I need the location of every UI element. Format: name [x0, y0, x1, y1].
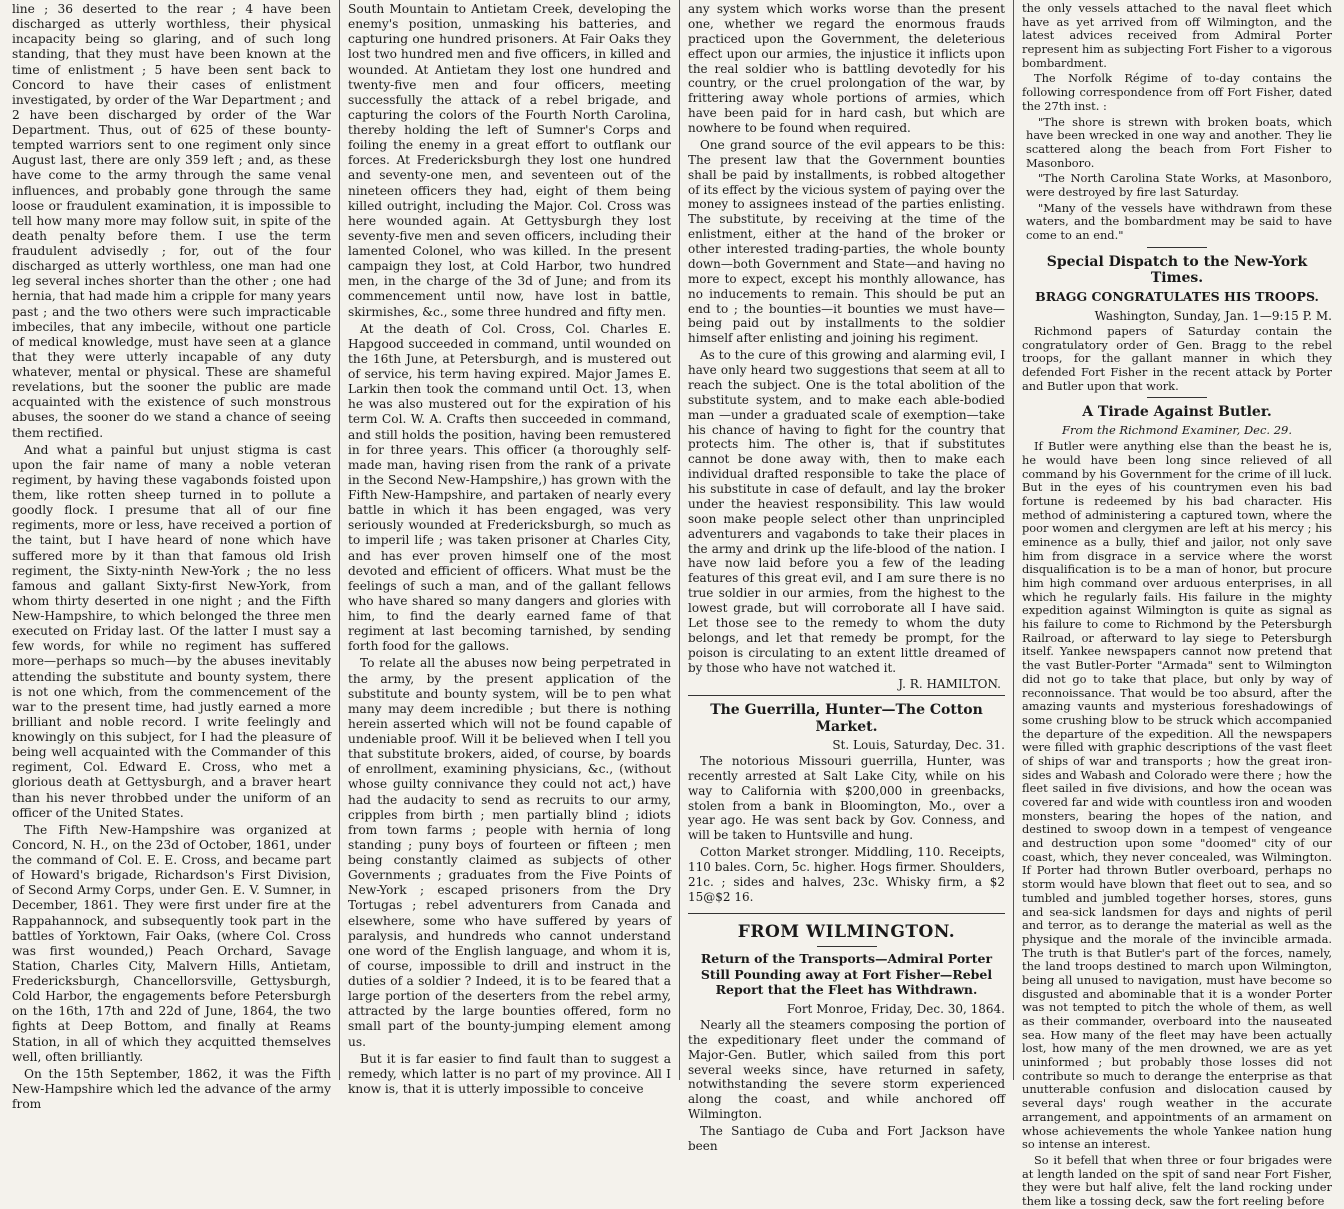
column-2: [340, 0, 680, 1096]
article-headline: A Tirade Against Butler.: [1082, 404, 1272, 421]
paragraph: Nearly all the steamers composing the portion of the expeditionary fleet under the command of Major-Gen. Butler, which sailed from this port several weeks since, have returned in safety, notwithstanding the severe storm experienced along the coast, and while anchored off Wilmington.: [688, 1017, 1005, 1122]
paragraph: Cotton Market stronger. Middling, 110. Receipts, 110 bales. Corn, 5c. higher. Hogs firmer. Shoulders, 21c. ; sides and halves, 23c. Whisky firm, a $2 15@$2 16.: [688, 845, 1005, 904]
paragraph: On the 15th September, 1862, it was the Fifth New-Hampshire which led the advance of the army from: [12, 1066, 331, 1111]
article-subhead: BRAGG CONGRATULATES HIS TROOPS.: [1035, 289, 1319, 305]
column-1: [4, 0, 340, 1111]
article-headline: The Guerrilla, Hunter—The Cotton Market.: [710, 702, 983, 736]
paragraph: The Norfolk Régime of to-day contains the following correspondence from off Fort Fisher, dated the 27th inst. :: [1022, 71, 1332, 113]
paragraph: One grand source of the evil appears to be this: The present law that the Government bounties shall be paid by installments, is robbed altogether of its effect by the vicious system of paying over the money to assignees instead of the parties enlisting. The substitute, by receiving at the time of the enlistment, either at the hand of the broker or other interested trading-parties, the whole bounty down—both Government and State—and having no more to expect, except his monthly allowance, has no inducements to remain. This should be put an end to ; the bounties—it bounties we must have—being paid out by installments to the soldier himself after enlisting and joining his regiment.: [688, 137, 1005, 346]
paragraph: line ; 36 deserted to the rear ; 4 have been discharged as utterly worthless, their physical incapacity being so glaring, and of such long standing, that they must have been known at the time of enlistment ; 5 have been sent back to Concord to have their cases of enlistment investigated, by order of the War Department ; and 2 have been discharged by order of the War Department. Thus, out of 625 of these bounty-tempted warriors sent to one regiment only since August last, there are only 359 left ; and, as these have come to the army through the same venal influences, and probably gone through the same loose or fraudulent examination, it is impossible to tell how many more may follow suit, in spite of the death penalty before them. I use the term fraudulent advisedly ; for, out of the four discharged as utterly worthless, one man had one leg several inches shorter than the other ; one had hernia, that had made him a cripple for many years past ; and the two others were such impracticable imbeciles, that any imbecile, without one particle of medical knowledge, must have seen at a glance that they were utterly incapable of any duty whatever, mental or physical. These are shameful revelations, but the sooner the public are made acquainted with the existence of such monstrous abuses, the sooner do we stand a chance of seeing them rectified.: [12, 2, 331, 440]
article-source: From the Richmond Examiner, Dec. 29.: [1061, 423, 1293, 438]
divider: [688, 695, 1005, 696]
article-dateline: Fort Monroe, Friday, Dec. 30, 1864.: [786, 1001, 1005, 1016]
paragraph: So it befell that when three or four brigades were at length landed on the spit of sand near Fort Fisher, they were but half alive, felt the land rocking under them like a tossing deck, saw the fort reeling before: [1022, 1152, 1332, 1208]
paragraph: any system which works worse than the present one, whether we regard the enormous frauds practiced upon the Government, the deleterious effect upon our armies, the injustice it inflicts upon the real soldier who is battling devotedly for his country, or the cruel prolongation of the war, by frittering away whole portions of armies, which have been paid for in hard cash, but which are nowhere to be found when required.: [688, 2, 1005, 135]
paragraph: At the death of Col. Cross, Col. Charles E. Hapgood succeeded in command, until wounded on the 16th June, at Petersburgh, and is mustered out of service, his term having expired. Major James E. Larkin then took the command until Oct. 13, when he was also mustered out for the expiration of his term Col. W. A. Crafts then succeeded in command, and still holds the position, having been remustered in for three years. This officer (a thoroughly self-made man, having risen from the rank of a private in the Second New-Hampshire,) has grown with the Fifth New-Hampshire, and partaken of nearly every battle in which it has been engaged, was very seriously wounded at Fredericksburgh, so much as to imperil life ; was taken prisoner at Charles City, and has ever proven himself one of the most devoted and efficient of officers. What must be the feelings of such a man, and of the gallant fellows who have shared so many dangers and glories with him, to find the dearly earned fame of that regiment at last becoming tarnished, by sending forth food for the gallows.: [348, 321, 671, 654]
paragraph: the only vessels attached to the naval fleet which have as yet arrived from off Wilmington, and the latest advices received from Admiral Porter represent him as subjecting Fort Fisher to a vigorous bombardment.: [1022, 1, 1332, 70]
article-headline: FROM WILMINGTON.: [688, 913, 1005, 942]
paragraph: And what a painful but unjust stigma is cast upon the fair name of many a noble veteran regiment, by having these vagabonds foisted upon them, like rotten sheep turned in to pollute a goodly flock. I presume that all of our fine regiments, more or less, have received a portion of the taint, but I have heard of none which have suffered more by it than that famous old Irish regiment, the Sixty-ninth New-York ; the no less famous and gallant Sixty-first New-York, from whom thirty deserted in one night ; and the Fifth New-Hampshire, to which belonged the three men executed on Friday last. Of the latter I must say a few words, for while no regiment has suffered more—perhaps so much—by the abuses inevitably attending the substitute and bounty system, there is not one which, from the commencement of the war to the present time, had justly earned a more brilliant and noble record. I write feelingly and knowingly on this subject, for I had the pleasure of being well acquainted with the Commander of this regiment, Col. Edward E. Cross, who met a glorious death at Gettysburgh, and a braver heart than his never throbbed under the uniform of an officer of the United States.: [12, 442, 331, 820]
signature: J. R. HAMILTON.: [898, 677, 1001, 692]
paragraph: South Mountain to Antietam Creek, developing the enemy's position, unmasking his batteries, and capturing one hundred prisoners. At Fair Oaks they lost two hundred men and five officers, in killed and wounded. At Antietam they lost one hundred and twenty-five men and four officers, meeting successfully the attack of a rebel brigade, and capturing the colors of the Fourth North Carolina, thereby holding the left of Sumner's Corps and foiling the enemy in a great effort to outflank our forces. At Fredericksburgh they lost one hundred and seventy-one men, and seventeen out of the nineteen officers they had, eight of them being killed outright, including the Major. Col. Cross was here wounded again. At Gettysburgh they lost seventy-five men and seven officers, including their lamented Colonel, who was killed. In the present campaign they lost, at Cold Harbor, two hundred men, in the charge of the 3d of June; and from its commencement until now, have lost in battle, skirmishes, &c., some three hundred and fifty men.: [348, 2, 671, 319]
paragraph: The Santiago de Cuba and Fort Jackson have been: [688, 1124, 1005, 1153]
paragraph: As to the cure of this growing and alarming evil, I have only heard two suggestions that seem at all to reach the subject. One is the total abolition of the substitute system, and to make each able-bodied man —under a graduated scale of exemption—take his chance of having to fight for the country that protects him. The other is, that if substitutes cannot be done away with, then to make each individual drafted responsible to take the place of his substitute in case of default, and lay the broker under the heaviest responsibility. This law would soon make people select other than unprincipled adventurers and vagabonds to take their places in the army and drink up the life-blood of the nation. I have now laid before you a few of the leading features of this great evil, and I am sure there is no true soldier in our armies, from the highest to the lowest grade, but will corroborate all I have said. Let those see to the remedy to whom the duty belongs, and let that remedy be prompt, for the poison is circulating to an extent little dreamed of by those who have not watched it.: [688, 348, 1005, 675]
divider: [817, 946, 877, 947]
paragraph: But it is far easier to find fault than to suggest a remedy, which latter is no part of my province. All I know is, that it is utterly impossible to conceive: [348, 1051, 671, 1096]
divider: [1147, 397, 1207, 398]
paragraph: Richmond papers of Saturday contain the congratulatory order of Gen. Bragg to the rebel troops, for the gallant manner in which they defended Fort Fisher in the recent attack by Porter and Butler upon that work.: [1022, 323, 1332, 393]
quote-paragraph: "The shore is strewn with broken boats, which have been wrecked in one way and another. They lie scattered along the beach from Fort Fisher to Masonboro.: [1026, 114, 1332, 170]
column-4: [1014, 0, 1340, 1208]
quote-paragraph: "Many of the vessels have withdrawn from these waters, and the bombardment may be said to have come to an end.": [1026, 200, 1332, 242]
paragraph: To relate all the abuses now being perpetrated in the army, by the present application of the substitute and bounty system, will be to pen what many may deem incredible ; but there is nothing herein asserted which will not be found capable of undeniable proof. Will it be believed when I tell you that substitute brokers, aided, of course, by boards of enrollment, examining physicians, &c., (without whose guilty connivance they could not act,) have had the audacity to send as recruits to our army, cripples from birth ; men partially blind ; idiots from town farms ; people with hernia of long standing ; puny boys of fourteen or fifteen ; men being constantly claimed as subjects of other Governments ; graduates from the Five Points of New-York ; escaped prisoners from the Dry Tortugas ; rebel adventurers from Canada and elsewhere, some who have suffered by years of paralysis, and hundreds who cannot understand one word of the English language, and whom it is, of course, impossible to drill and instruct in the duties of a soldier ? Indeed, it is to be feared that a large portion of the deserters from the rebel army, attracted by the large bounties offered, form no small part of the bounty-jumping element among us.: [348, 656, 671, 1049]
paragraph: The Fifth New-Hampshire was organized at Concord, N. H., on the 23d of October, 1861, under the command of Col. E. E. Cross, and became part of Howard's brigade, Richardson's First Division, of Second Army Corps, under Gen. E. V. Sumner, in December, 1861. They were first under fire at the Rappahannock, and subsequently took part in the battles of Yorktown, Fair Oaks, (where Col. Cross was first wounded,) Peach Orchard, Savage Station, Charles City, Malvern Hills, Antietam, Fredericksburgh, Chancellorsville, Gettysburgh, Cold Harbor, the engagements before Petersburgh on the 16th, 17th and 22d of June, 1864, the two fights at Deep Bottom, and finally at Reams Station, in all of which they acquitted themselves well, often brilliantly.: [12, 822, 331, 1064]
paragraph: The notorious Missouri guerrilla, Hunter, was recently arrested at Salt Lake City, while on his way to California with $200,000 in greenbacks, stolen from a bank in Bloomington, Mo., over a year ago. He was sent back by Gov. Conness, and will be taken to Huntsville and hung.: [688, 753, 1005, 843]
paragraph: If Butler were anything else than the beast he is, he would have been long since relieved of all command by his Government for the crime of ill luck. But in the eyes of his countrymen even his bad fortune is redeemed by his bad character. His method of administering a captured town, where the poor women and clergymen are left at his mercy ; his eminence as a bully, thief and jailor, not only save him from disgrace in a service where the worst disqualification is to be a man of honor, but procure him high command over arduous enterprises, in all which he regularly fails. His failure in the mighty expedition against Wilmington is quite as signal as his failure to come to Richmond by the Petersburgh Railroad, or afterward to lay siege to Petersburgh itself. Yankee newspapers cannot now pretend that the vast Butler-Porter "Armada" sent to Wilmington did not go to take that place, but only by way of reconnoissance. That would be too absurd, after the amazing vaunts and mysterious foreshadowings of some crushing blow to be struck which accompanied the departure of the expedition. All the newspapers were filled with graphic descriptions of the vast fleet of ships of war and transports ; how the great iron-sides and Wabash and Colorado were there ; how the fleet sailed in five divisions, and how the ocean was covered far and wide with countless iron and wooden monsters, bearing the hopes of the nation, and destined to swoop down in a tempest of vengeance and destruction upon some "doomed" city of our coast, which, they never concealed, was Wilmington. If Porter had thrown Butler overboard, perhaps no storm would have blown that fleet out to sea, and so tumbled and jumbled together horses, stores, guns and sea-sick landsmen for days and nights of peril and terror, as to derange the material as well as the physique and the morale of the invincible armada. The truth is that Butler's part of the forces, namely, the land troops destined to march upon Wilmington, being all unused to navigation, must have become so disgusted and abominable that it is a wonder Porter was not tempted to pitch the whole of them, as well as their commander, overboard into the nauseated sea. How many of the fleet may have been actually lost, how many of the men drowned, we are as yet uninformed ; but probably those losses did not contribute so much to derange the enterprise as that unutterable confusion and dislocation caused by several days' rough weather in the accurate arrangement, and appointments of an armament on whose achievements the whole Yankee nation hung so intense an interest.: [1022, 439, 1332, 1152]
article-dateline: St. Louis, Saturday, Dec. 31.: [832, 737, 1005, 752]
divider: [1147, 247, 1207, 248]
article-dateline: Washington, Sunday, Jan. 1—9:15 P. M.: [1094, 308, 1332, 323]
column-3: [680, 0, 1014, 1153]
article-subhead: Return of the Transports—Admiral Porter Still Pounding away at Fort Fisher—Rebel Report that the Fleet has Withdrawn.: [700, 951, 993, 998]
quote-paragraph: "The North Carolina State Works, at Masonboro, were destroyed by fire last Saturday.: [1026, 171, 1332, 199]
article-headline: Special Dispatch to the New-York Times.: [1046, 253, 1308, 287]
